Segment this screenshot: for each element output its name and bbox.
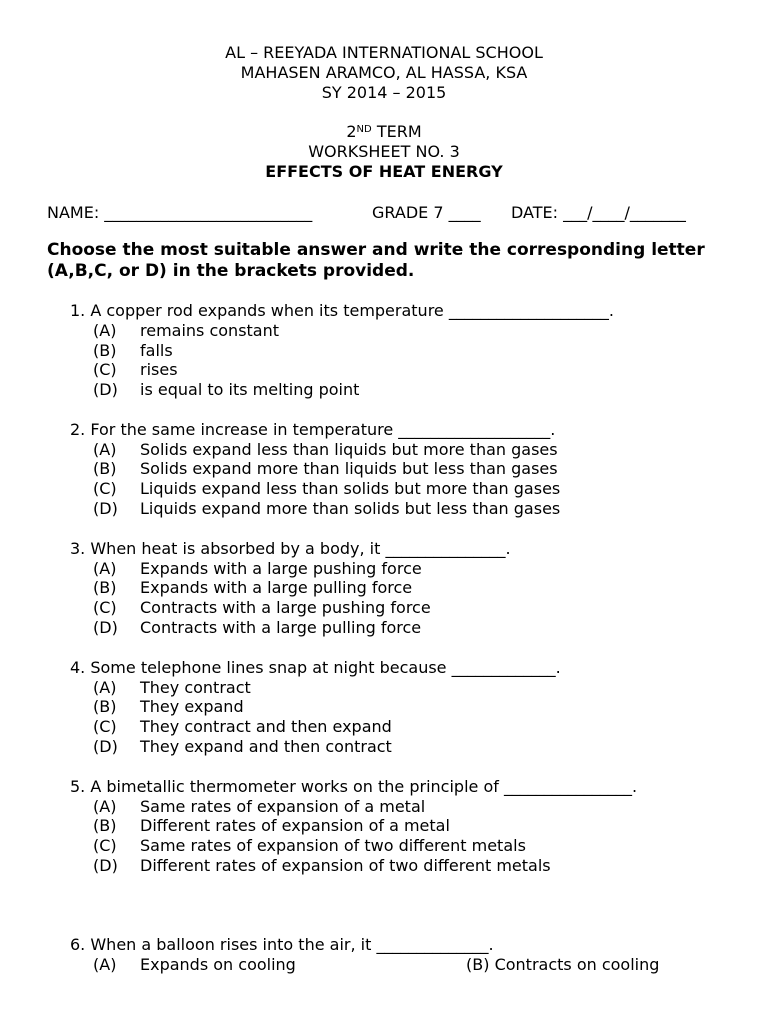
option-text: They expand and then contract — [140, 737, 392, 756]
school-name: AL – REEYADA INTERNATIONAL SCHOOL — [225, 43, 543, 62]
option-text: Contracts with a large pushing force — [140, 598, 431, 617]
term-word: TERM — [371, 122, 422, 141]
question-1: 1. A copper rod expands when its temperature ____________________. — [70, 301, 614, 320]
option-label: (A) — [93, 440, 117, 459]
option-label: (B) — [93, 459, 117, 478]
option-label: (D) — [93, 380, 118, 399]
option-label: (C) — [93, 479, 117, 498]
option-text: is equal to its melting point — [140, 380, 360, 399]
option-6b[interactable] — [466, 955, 659, 975]
term-heading — [0, 122, 768, 142]
option-label: (B) — [93, 341, 117, 360]
option-text: Solids expand more than liquids but less than gases — [140, 459, 558, 478]
grade-field[interactable]: GRADE 7 ____ — [372, 203, 481, 222]
option-label: (D) — [93, 737, 118, 756]
option-label: (D) — [93, 499, 118, 518]
name-field[interactable]: NAME: __________________________ — [47, 203, 313, 222]
option-label: (C) — [93, 598, 117, 617]
option-text: They contract and then expand — [140, 717, 392, 736]
worksheet-title: EFFECTS OF HEAT ENERGY — [265, 162, 503, 181]
option-text: Liquids expand more than solids but less than gases — [140, 499, 561, 518]
option-label: (B) — [93, 578, 117, 597]
option-text: Expands with a large pushing force — [140, 559, 422, 578]
option-text: Different rates of expansion of a metal — [140, 816, 450, 835]
option-label: (B) — [466, 955, 490, 974]
option-label: (C) — [93, 360, 117, 379]
option-text: Different rates of expansion of two different metals — [140, 856, 551, 875]
option-label: (A) — [93, 559, 117, 578]
option-text: They contract — [140, 678, 251, 697]
option-text: remains constant — [140, 321, 280, 340]
option-text: They expand — [140, 697, 244, 716]
option-text: Liquids expand less than solids but more than gases — [140, 479, 561, 498]
option-label: (C) — [93, 717, 117, 736]
option-label: (D) — [93, 856, 118, 875]
option-text: Expands on cooling — [140, 955, 296, 974]
question-6: 6. When a balloon rises into the air, it ______________. — [70, 935, 494, 954]
worksheet-number: WORKSHEET NO. 3 — [308, 142, 460, 161]
option-text: rises — [140, 360, 178, 379]
option-text: Expands with a large pulling force — [140, 578, 413, 597]
question-3: 3. When heat is absorbed by a body, it _______________. — [70, 539, 511, 558]
option-text: Same rates of expansion of two different metals — [140, 836, 526, 855]
option-text: Same rates of expansion of a metal — [140, 797, 426, 816]
question-2: 2. For the same increase in temperature ___________________. — [70, 420, 556, 439]
option-label: (C) — [93, 836, 117, 855]
option-label: (A) — [93, 321, 117, 340]
option-text: Contracts with a large pulling force — [140, 618, 422, 637]
term-number: 2 — [346, 122, 357, 141]
instructions: Choose the most suitable answer and write the corresponding letter (A,B,C, or D) in the brackets provided. — [47, 240, 705, 281]
option-text: Solids expand less than liquids but more than gases — [140, 440, 558, 459]
option-label: (A) — [93, 955, 117, 974]
date-field[interactable]: DATE: ___/____/_______ — [511, 203, 686, 222]
option-label: (B) — [93, 816, 117, 835]
school-year: SY 2014 – 2015 — [321, 83, 447, 102]
school-address: MAHASEN ARAMCO, AL HASSA, KSA — [240, 63, 528, 82]
option-text: Contracts on cooling — [494, 955, 660, 974]
term-superscript: ND — [356, 124, 372, 135]
option-label: (B) — [93, 697, 117, 716]
question-4: 4. Some telephone lines snap at night because _____________. — [70, 658, 561, 677]
option-text: falls — [140, 341, 173, 360]
option-label: (A) — [93, 678, 117, 697]
option-label: (A) — [93, 797, 117, 816]
option-label: (D) — [93, 618, 118, 637]
question-5: 5. A bimetallic thermometer works on the principle of ________________. — [70, 777, 638, 796]
